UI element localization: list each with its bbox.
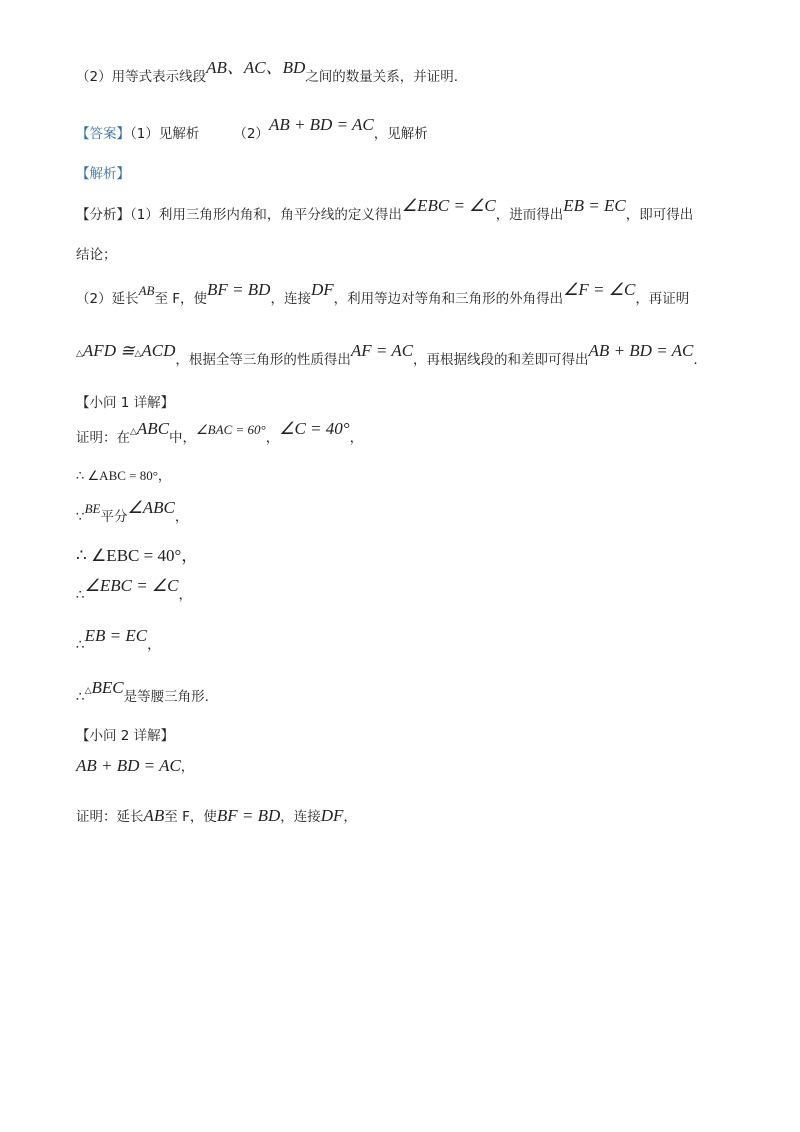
sub1-line-6 bbox=[76, 626, 161, 655]
fenxi-text-3: ，即可得出 bbox=[625, 207, 694, 223]
fenxi-eq-1: ∠EBC = ∠C bbox=[401, 196, 496, 215]
sub1-line-7 bbox=[76, 678, 209, 709]
therefore-symbol: ∴ bbox=[76, 637, 85, 653]
sub1-l5-eq: ∠EBC = ∠C bbox=[84, 576, 179, 595]
fenxi-line-4 bbox=[76, 341, 698, 372]
sub1-l7-b: 是等腰三角形. bbox=[123, 689, 209, 705]
fenxi-p2-a: （2）延长 bbox=[76, 291, 139, 307]
fenxi-p2-e: ，再证明 bbox=[635, 291, 690, 307]
sub2-l1-eq: AB + BD = AC bbox=[76, 756, 181, 775]
sub1-l1-eq2: ∠C = 40° bbox=[279, 419, 350, 438]
sub2-line-2 bbox=[76, 806, 357, 827]
answer-label: 【答案】 bbox=[76, 126, 130, 142]
sub1-l1-eq1: ∠BAC = 60° bbox=[196, 422, 266, 437]
question-2 bbox=[76, 58, 459, 87]
sub2-l2-df: DF bbox=[320, 806, 344, 825]
sub1-l1-a: 证明：在 bbox=[76, 430, 130, 446]
fenxi-p2-ab: AB bbox=[138, 283, 155, 298]
sub2-line-1 bbox=[76, 756, 194, 777]
fenxi-p3-b: ，再根据线段的和差即可得出 bbox=[413, 352, 589, 368]
triangle-symbol: △ bbox=[84, 686, 92, 696]
triangle-symbol: △ bbox=[130, 427, 137, 437]
sub2-heading bbox=[76, 726, 174, 746]
sub1-l6-eq: EB = EC bbox=[84, 626, 148, 645]
answer-line bbox=[76, 115, 428, 144]
sub1-l1-abc: ABC bbox=[136, 419, 170, 438]
sub2-l2-eq: BF = BD bbox=[216, 806, 281, 825]
because-symbol: ∵ bbox=[76, 509, 85, 525]
answer-part2-suffix: ，见解析 bbox=[373, 126, 428, 142]
sub1-l3-b: 平分 bbox=[100, 509, 128, 525]
sub1-l4: ∴ ∠EBC = 40°， bbox=[76, 546, 199, 565]
fenxi-p2-df: DF bbox=[310, 280, 334, 299]
sub1-line-4 bbox=[76, 546, 198, 567]
sub2-l2-b: 至 F，使 bbox=[164, 809, 217, 825]
fenxi-p3-eq3: AB + BD = AC bbox=[588, 341, 694, 360]
fenxi-p3-eq2: AF = AC bbox=[350, 341, 414, 360]
sub1-l3-c: ， bbox=[174, 509, 189, 525]
sub1-line-5 bbox=[76, 576, 192, 605]
fenxi-text-2: ，进而得出 bbox=[495, 207, 564, 223]
triangle-symbol: △ bbox=[76, 349, 83, 359]
fenxi-p2-b: 至 F，使 bbox=[154, 291, 208, 307]
answer-part1: （1）见解析 bbox=[130, 126, 200, 142]
fenxi-p3-end: . bbox=[693, 352, 698, 368]
sub1-l1-d: ， bbox=[349, 430, 364, 446]
sub2-l1-b: ， bbox=[180, 759, 195, 775]
sub1-l6-b: ， bbox=[147, 637, 161, 653]
sub2-label: 【小问 2 详解】 bbox=[76, 728, 175, 744]
sub1-l3-ang: ∠ABC bbox=[127, 498, 175, 517]
fenxi-p2-eq1: BF = BD bbox=[207, 280, 271, 299]
sub1-l1-c: ， bbox=[265, 430, 280, 446]
triangle-symbol: △ bbox=[134, 349, 142, 359]
sub1-heading bbox=[76, 393, 174, 413]
sub1-l3-be: BE bbox=[84, 501, 101, 516]
answer-part2-eq: AB + BD = AC bbox=[268, 115, 374, 134]
fenxi-eq-2: EB = EC bbox=[563, 196, 626, 215]
fenxi-line-3 bbox=[76, 280, 690, 309]
sub1-label: 【小问 1 详解】 bbox=[76, 395, 175, 411]
sub1-l1-b: 中， bbox=[169, 430, 197, 446]
q2-prefix: （2）用等式表示线段 bbox=[76, 69, 207, 85]
fenxi-p2-eq2: ∠F = ∠C bbox=[563, 280, 636, 299]
answer-part2-prefix: （2） bbox=[233, 126, 269, 142]
sub2-l2-a: 证明：延长 bbox=[76, 809, 144, 825]
fenxi-label: 【分析】 bbox=[76, 207, 130, 223]
fenxi-text-1: （1）利用三角形内角和，角平分线的定义得出 bbox=[130, 207, 402, 223]
therefore-symbol: ∴ bbox=[76, 689, 85, 705]
q2-suffix: 之间的数量关系，并证明. bbox=[305, 69, 459, 85]
sub2-l2-d: ， bbox=[343, 809, 357, 825]
analysis-heading bbox=[76, 164, 130, 184]
sub1-line-1 bbox=[76, 419, 364, 450]
sub1-l5-b: ， bbox=[178, 587, 192, 603]
analysis-label: 【解析】 bbox=[76, 166, 130, 182]
sub1-l2: ∴ ∠ABC = 80°， bbox=[76, 468, 171, 483]
q2-segments: AB、AC、BD bbox=[206, 58, 306, 77]
sub1-line-2 bbox=[76, 466, 171, 486]
therefore-symbol: ∴ bbox=[76, 587, 85, 603]
fenxi-line-1 bbox=[76, 196, 694, 225]
fenxi-text-4: 结论； bbox=[76, 247, 117, 263]
fenxi-p3-eq1: AFD ≅ bbox=[82, 341, 135, 360]
fenxi-line-2 bbox=[76, 245, 117, 265]
fenxi-p3-eq1b: ACD bbox=[141, 341, 176, 360]
sub1-l7-bec: BEC bbox=[91, 678, 124, 697]
sub2-l2-ab: AB bbox=[143, 806, 165, 825]
fenxi-p2-d: ，利用等边对等角和三角形的外角得出 bbox=[333, 291, 564, 307]
sub1-line-3 bbox=[76, 498, 189, 527]
sub2-l2-c: ，连接 bbox=[280, 809, 321, 825]
fenxi-p2-c: ，连接 bbox=[270, 291, 311, 307]
fenxi-p3-a: ，根据全等三角形的性质得出 bbox=[175, 352, 351, 368]
